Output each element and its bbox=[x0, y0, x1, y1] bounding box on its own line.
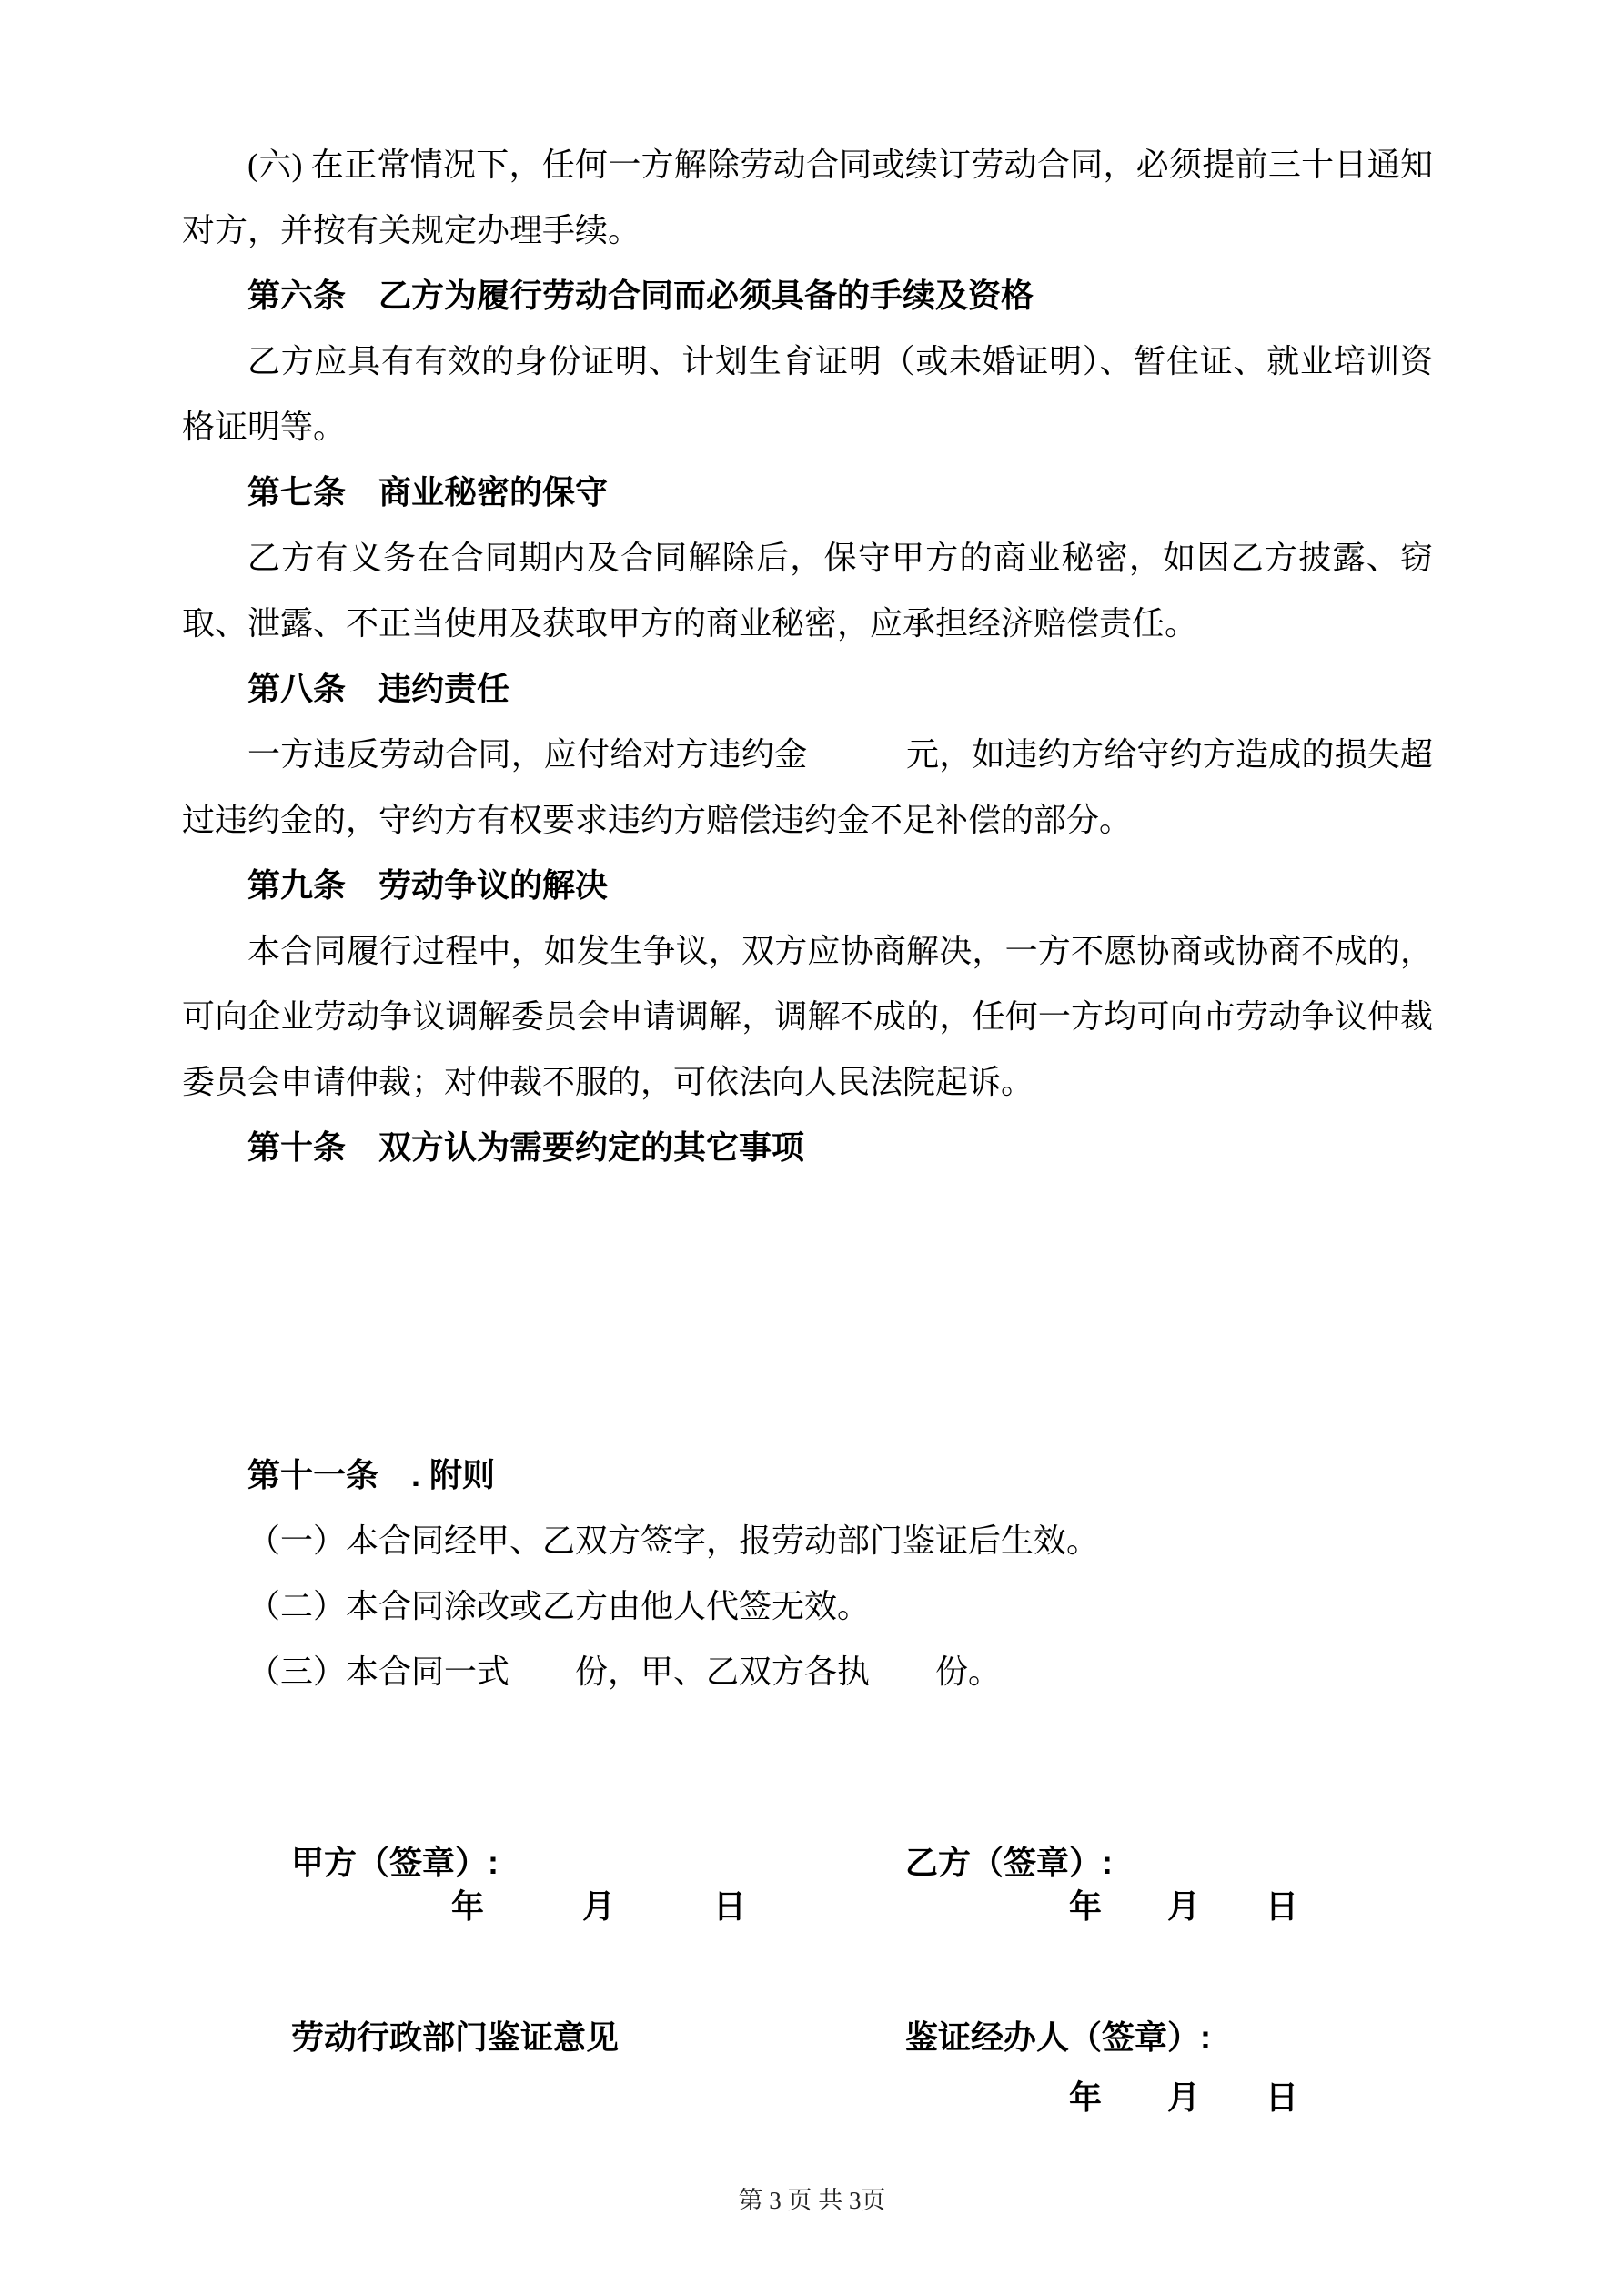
article-7-title: 商业秘密的保守 bbox=[378, 473, 609, 511]
article-9-heading bbox=[182, 853, 1433, 918]
signature-row-dates bbox=[182, 1885, 1433, 1928]
article-10-label: 第十条 bbox=[247, 1128, 347, 1166]
article-9-paragraph: 本合同履行过程中，如发生争议，双方应协商解决，一方不愿协商或协商不成的，可向企业劳动争议调解委员会申请调解，调解不成的，任何一方均可向市劳动争议仲裁委员会申请仲裁；对仲裁不服的，可依法向人民法院起诉。 bbox=[182, 933, 1433, 1100]
article-8-heading bbox=[182, 656, 1433, 722]
party-b-date-blank: 年 月 日 bbox=[1069, 1887, 1299, 1925]
article-9-title: 劳动争议的解决 bbox=[378, 866, 609, 904]
signature-block bbox=[182, 1841, 1433, 2123]
clause-item-6-paragraph: (六) 在正常情况下，任何一方解除劳动合同或续订劳动合同，必须提前三十日通知对方，并按有关规定办理手续。 bbox=[182, 147, 1433, 248]
article-8-paragraph: 一方违反劳动合同，应付给对方违约金 元，如违约方给守约方造成的损失超过违约金的，守约方有权要求违约方赔偿违约金不足补偿的部分。 bbox=[182, 736, 1433, 838]
page-number-footer: 第 3 页 共 3页 bbox=[738, 2187, 886, 2214]
article-7-paragraph: 乙方有义务在合同期内及合同解除后，保守甲方的商业秘密，如因乙方披露、窃取、泄露、不正当使用及获取甲方的商业秘密，应承担经济赔偿责任。 bbox=[182, 540, 1433, 642]
article-11-label: 第十一条 bbox=[247, 1456, 379, 1493]
article-11-item-3: （三）本合同一式 份，甲、乙双方各执 份。 bbox=[247, 1654, 1002, 1690]
article-8-label: 第八条 bbox=[247, 670, 347, 707]
signature-row-attestation bbox=[182, 2016, 1433, 2059]
article-11-heading bbox=[182, 1442, 1433, 1508]
party-b-signature-label: 乙方（签章）: bbox=[905, 1844, 1113, 1881]
article-7-label: 第七条 bbox=[247, 473, 347, 511]
article-11-title: . 附则 bbox=[411, 1456, 496, 1493]
signature-row-parties bbox=[182, 1841, 1433, 1885]
article-7-heading bbox=[182, 460, 1433, 525]
article-9-label: 第九条 bbox=[247, 866, 347, 904]
signature-row-agent-date bbox=[182, 2072, 1433, 2123]
article-11-item-2: （二）本合同涂改或乙方由他人代签无效。 bbox=[247, 1588, 871, 1624]
article-10-title: 双方认为需要约定的其它事项 bbox=[378, 1128, 805, 1166]
article-6-label: 第六条 bbox=[247, 277, 347, 314]
article-11-item-1: （一）本合同经甲、乙双方签字，报劳动部门鉴证后生效。 bbox=[247, 1522, 1100, 1559]
attestation-agent-label: 鉴证经办人（签章）: bbox=[905, 2018, 1211, 2056]
article-8-title: 违约责任 bbox=[378, 670, 510, 707]
article-6-heading bbox=[182, 263, 1433, 329]
party-a-date-blank: 年 月 日 bbox=[451, 1887, 747, 1925]
article-6-paragraph: 乙方应具有有效的身份证明、计划生育证明（或未婚证明）、暂住证、就业培训资格证明等。 bbox=[182, 343, 1433, 445]
party-a-signature-label: 甲方（签章）: bbox=[291, 1844, 499, 1881]
labor-dept-opinion-label: 劳动行政部门鉴证意见 bbox=[291, 2018, 620, 2056]
article-6-title: 乙方为履行劳动合同而必须具备的手续及资格 bbox=[378, 277, 1034, 314]
agent-date-blank: 年 月 日 bbox=[1069, 2079, 1299, 2116]
article-10-heading bbox=[182, 1115, 1433, 1180]
